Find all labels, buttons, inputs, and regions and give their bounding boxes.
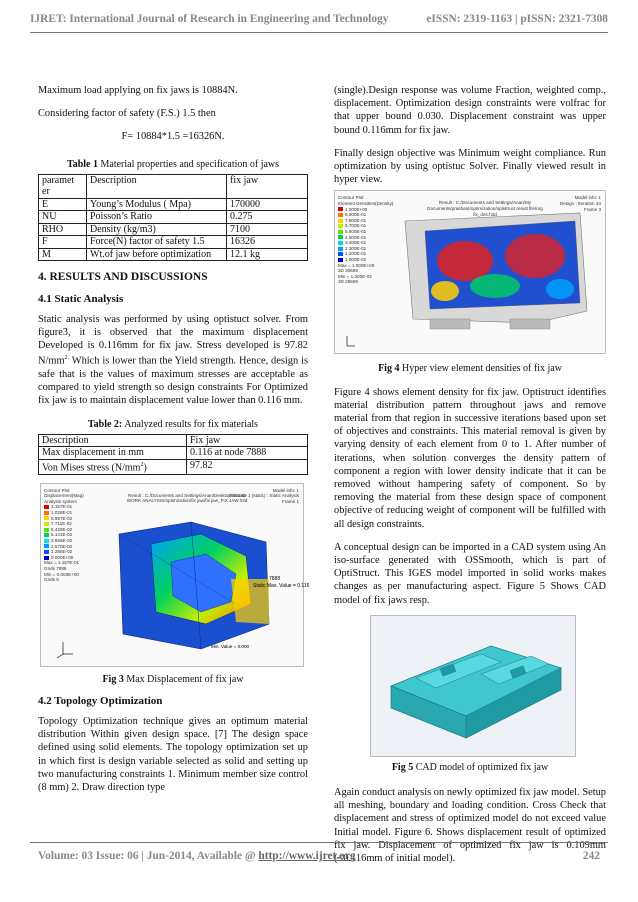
table-cell: Poisson’s Ratio (87, 211, 227, 224)
table-cell: Von Mises stress $(N/mm^2)$ (39, 459, 187, 474)
fig3-min-label: Min. Value = 0.000 (211, 643, 250, 649)
table-cell: 0.275 (227, 211, 308, 224)
legend-value: 5.141E-02 (51, 532, 73, 538)
section-heading: 4. RESULTS AND DISCUSSIONS (38, 271, 208, 284)
table-cell: E (39, 198, 87, 211)
table-cell: 170000 (227, 198, 308, 211)
table-cell: F (39, 236, 87, 249)
paragraph: Figure 4 shows element density for fix jaw. Optistruct identifies material distribution pattern throughout jaws and remove material from that region in successive iterations based upon set of objectives and constraints. This material removal is given by varying density of each element from 0 to 1. After number of iterations, when solution converges the density pattern of component a region with lower density indicate that it can be removed without hampering safety of component. So by removing the material from these design space of component objective of reducing weight of component will be fulfilled with all design constraints. (334, 386, 606, 530)
paragraph: Maximum load applying on fix jaws is 10884N. (38, 85, 238, 96)
legend-value: 1.200E-01 (345, 251, 367, 257)
legend-value: 5.600E-01 (345, 228, 367, 234)
fig4-model-info: Model info: 1 Design : Iteration 34 Frame 3 (559, 195, 601, 212)
axis-triad-icon (57, 642, 73, 658)
fig4-density-plot (334, 190, 606, 354)
legend-value: 2.300E-01 (345, 245, 367, 251)
paragraph: (single).Design response was volume Fraction, weighted comp., displacement. Optimization design constraints were volfrac for that upper bound 0.030. Displacement constraint was upper bound 0.116mm for fix jaw. (334, 85, 606, 136)
table-cell: 12.1 kg (227, 248, 308, 261)
legend-value: 3.856E-02 (51, 537, 73, 543)
subsection-heading: 4.1 Static Analysis (38, 292, 124, 305)
legend-value: 1.000E-02 (345, 256, 367, 262)
table-row (39, 211, 308, 224)
table2-caption: Table 2: Analyzed results for fix materials (87, 418, 259, 430)
fig5-cad-model (370, 615, 576, 757)
axis-triad-icon (347, 336, 355, 346)
paragraph: Static analysis was performed by using optistuct solver. From figure3, it is observed that the maximum displacement Developed is 0.116mm for fix jaw. Stress developed is 97.82 $N/mm^{2.}$ Which is lower than the Yield strength. Hence, design is safe that is the values of maximum stresses are acceptable as compared to yield strength so design constraints For Optimized fix jaw is to maintain displacement value lower than 0.116 mm. (38, 313, 308, 407)
fig4-jaw-model (335, 191, 605, 353)
equation: F= 10884*1.5 =16326N. (121, 131, 225, 143)
left-column (38, 84, 308, 804)
material-table (38, 174, 308, 262)
legend-value: 7.711E-02 (51, 521, 72, 527)
issn: eISSN: 2319-1163 | pISSN: 2321-7308 (426, 13, 608, 25)
right-column (334, 84, 606, 875)
fig3-model-info: Model info: 1 Subcase 1 (static) : Static Analysis Frame 1 (228, 487, 299, 504)
footer-volume: Volume: 03 Issue: 06 | Jun-2014, Available @ http://www.ijret.org (38, 850, 356, 862)
paragraph: Finally design objective was Minimum weight compliance. Run optimization by using optistuc Solver. Finally viewed result in hyper view. (334, 147, 606, 186)
table-cell: Density (kg/m3) (87, 223, 227, 236)
table-row (39, 459, 308, 474)
header-rule (30, 32, 608, 33)
footer-rule (30, 842, 608, 843)
legend-value: 1.000E+00 (345, 206, 368, 212)
table-header-cell: Description (39, 434, 187, 447)
paragraph: A conceptual design can be imported in a CAD system using An iso-surface generated with OSSmooth, which is part of OptiStruct. This IGES model imported in solid works makes changes as per manufacturing aspect. Figure 5 Shows CAD model of fix jaws resp. (334, 541, 606, 606)
fig3-legend: Contour Plot Displacement(Mag) Analysis system 1.157E-01 1.028E-01 8.997E-02 7.711E-02 6.426E-02 5.141E-02 3.856E-02 2.570E-02 1.285E-02 0.000E+00 Max = 1.157E-01 Grids 7888 Min = 0.000E+00 Grids 5 (44, 487, 84, 583)
fig3-displacement-plot (40, 483, 310, 667)
table-cell: M (39, 248, 87, 261)
table-header-cell: Fix jaw (187, 434, 308, 447)
table1-caption: Table 1 Material properties and specification of jaws (66, 158, 280, 170)
fig3-max-label: Static Max. Value = 0.116 (253, 582, 310, 589)
table-cell: NU (39, 211, 87, 224)
table-header-row (39, 434, 308, 447)
table-header-cell: fix jaw (227, 174, 308, 198)
legend-value: 7.800E-01 (345, 217, 367, 223)
page-number: 242 (582, 850, 600, 862)
fig3-caption: Fig 3 Max Displacement of fix jaw (102, 673, 244, 685)
running-header (30, 13, 608, 25)
table-cell: Young’s Modulus ( Mpa) (87, 198, 227, 211)
fig5-caption: Fig 5 CAD model of optimized fix jaw (391, 761, 549, 773)
page-footer (38, 850, 600, 862)
table-row (39, 223, 308, 236)
legend-value: 2.570E-02 (51, 543, 73, 549)
table-cell: 97.82 (187, 459, 308, 474)
legend-value: 0.000E+00 (51, 554, 74, 560)
legend-value: 1.028E-01 (51, 510, 73, 516)
legend-value: 6.700E-01 (345, 223, 367, 229)
fig4-result-path: Result : C:/Documents and Settings/Anan/My Documents/prashant/optimization/optistruct result file/org fix_des.h3d (427, 200, 543, 217)
legend-value: 6.426E-02 (51, 526, 73, 532)
fig3-result-path: Result : C:/Documents and Settings/Anan/Desktop/SOLID WORK ANALYSIS/optimization/fix jaw/fix jaw_FIX JAW.h3d (126, 492, 248, 504)
table-cell: Force(N) factor of safety 1.5 (87, 236, 227, 249)
table-cell: Wt.of jaw before optimization (87, 248, 227, 261)
paragraph: Again conduct analysis on newly optimized fix jaw model. Setup all meshing, boundary and loading condition. Cross Check that displacement and stress of optimized model do not exceed value Initial model. Figure 6. Shows displacement result of optimized fix jaw. Displacement of optimized fix jaw is 0.109mm (<0.116mm of initial model). (334, 787, 606, 865)
paragraph: Topology Optimization technique gives an optimum material distribution Within given design space. [7] The design space defined using solid elements. The topology optimization set up in which first is design variable selected as solid and setting up two manufacturing constraints 1. Minimum member size control (8 mm) 2. Draw direction type (38, 716, 308, 794)
table-header-cell: Description (87, 174, 227, 198)
journal-link[interactable]: http://www.ijret.org (258, 850, 356, 862)
legend-value: 1.285E-02 (51, 549, 73, 555)
fig4-caption: Fig 4 Hyper view element densities of fix jaw (378, 363, 562, 375)
table-row (39, 447, 308, 460)
table-cell: Max displacement in mm (39, 447, 187, 460)
fig3-node-label: 7888 (269, 575, 281, 582)
legend-value: 8.900E-01 (345, 212, 367, 218)
legend-value: 8.997E-02 (51, 515, 73, 521)
table-row (39, 248, 308, 261)
table-row (39, 198, 308, 211)
table-cell: RHO (39, 223, 87, 236)
fig3-jaw-model (41, 484, 310, 666)
legend-value: 1.157E-01 (51, 504, 73, 510)
table-header-cell: paramet er (39, 174, 87, 198)
table-cell: 7100 (227, 223, 308, 236)
results-table (38, 434, 308, 475)
table-cell: 0.116 at node 7888 (187, 447, 308, 460)
subsection-heading: 4.2 Topology Optimization (38, 694, 163, 707)
legend-value: 3.400E-01 (345, 240, 367, 246)
table-cell: 16326 (227, 236, 308, 249)
legend-value: 4.500E-01 (345, 234, 367, 240)
paragraph: Considering factor of safety (F.S.) 1.5 then (38, 108, 216, 120)
fig4-legend: Contour Plot Element Densities(Density) 1.000E+00 8.900E-01 7.800E-01 6.700E-01 5.600E-01 4.500E-01 3.400E-01 2.300E-01 1.200E-01 1.000E-02 Max = 1.000E+00 3D 30689 Min = 1.000E-02 3D 28669 (338, 195, 394, 285)
fig5-cad-drawing (371, 616, 575, 756)
journal-title: IJRET: International Journal of Research in Engineering and Technology (30, 13, 389, 25)
table-row (39, 236, 308, 249)
table-header-row (39, 174, 308, 198)
